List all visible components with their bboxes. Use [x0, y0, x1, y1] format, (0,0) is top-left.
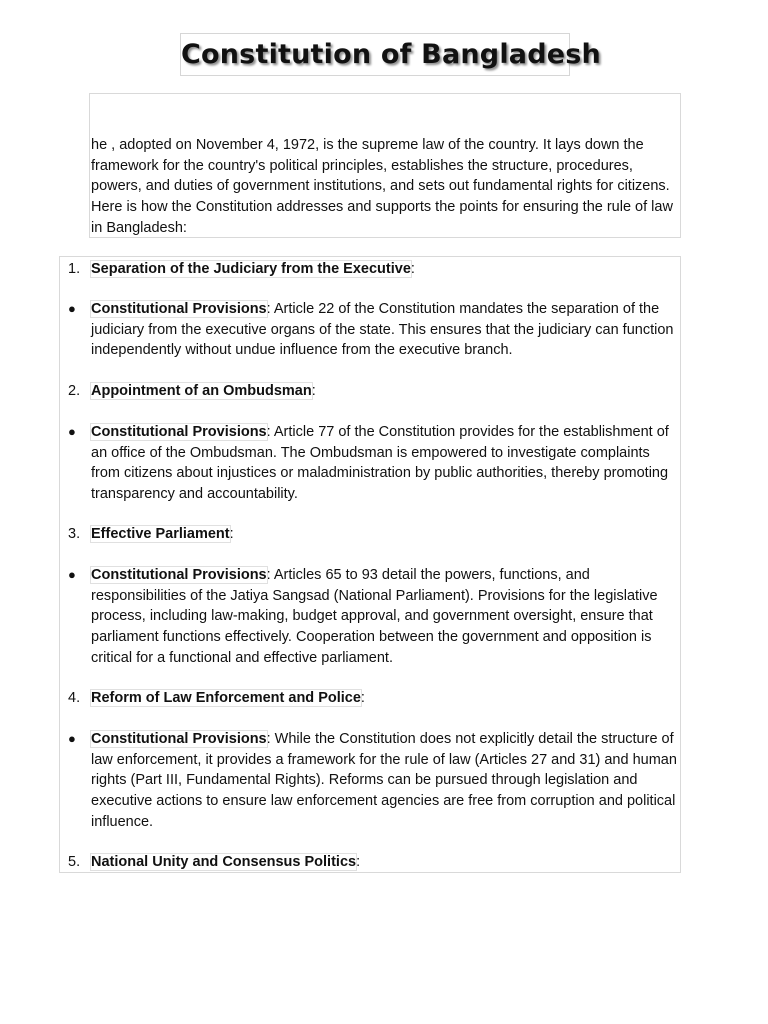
list-number: 5.	[68, 854, 81, 870]
item-heading: National Unity and Consensus Politics	[91, 854, 357, 870]
item-heading: Separation of the Judiciary from the Executive	[91, 261, 411, 277]
bullet-text: : Articles 65 to 93 detail the powers, functions, and responsibilities of the Jatiya Sangsad (National Parliament). Provisions for the legislative process, including law-making, budget approval, and government oversight, ensure that parliament functions effectively. Cooperation between the government and opposition is critical for a functional and effective parliament.	[91, 567, 658, 666]
list-number: 3.	[68, 526, 81, 542]
item-heading-suffix: :	[356, 854, 361, 870]
item-heading-suffix: :	[229, 526, 234, 542]
rule-of-law-list	[59, 256, 681, 873]
bullet-icon: ●	[68, 424, 76, 439]
title-box	[180, 33, 601, 76]
item-heading: Effective Parliament	[91, 526, 230, 542]
bullet-label: Constitutional Provisions	[91, 301, 267, 317]
document-title: Constitution of Bangladesh	[181, 39, 601, 70]
bullet-icon: ●	[68, 567, 76, 582]
bullet-text: : Article 22 of the Constitution mandates the separation of the judiciary from the executive organs of the state. This ensures that the judiciary can function independently without undue influence from the executive branch.	[91, 301, 674, 359]
bullet-icon: ●	[68, 301, 76, 316]
list-number: 1.	[68, 261, 81, 277]
item-heading: Appointment of an Ombudsman	[91, 383, 312, 399]
bullet-label: Constitutional Provisions	[91, 567, 267, 583]
list-number: 4.	[68, 690, 81, 706]
bullet-text: : While the Constitution does not explicitly detail the structure of law enforcement, it provides a framework for the rule of law (Articles 27 and 31) and human rights (Part III, Fundamental Rights). Reforms can be pursued through legislation and executive actions to ensure law enforcement agencies are free from corruption and political influence.	[91, 731, 677, 830]
bullet-text: : Article 77 of the Constitution provides for the establishment of an office of the Ombudsman. The Ombudsman is empowered to investigate complaints from citizens about injustices or maladministration by public authorities, thereby promoting transparency and accountability.	[91, 424, 669, 503]
bullet-icon: ●	[68, 731, 76, 746]
bullet-label: Constitutional Provisions	[91, 424, 267, 440]
intro-paragraph: he , adopted on November 4, 1972, is the supreme law of the country. It lays down the framework for the country's political principles, establishes the structure, procedures, powers, and duties of government institutions, and sets out fundamental rights for citizens. Here is how the Constitution addresses and supports the points for ensuring the rule of law in Bangladesh:	[91, 137, 673, 236]
item-heading-suffix: :	[410, 261, 415, 277]
item-heading-suffix: :	[311, 383, 316, 399]
bullet-label: Constitutional Provisions	[91, 731, 267, 747]
intro-box	[89, 93, 681, 238]
item-heading: Reform of Law Enforcement and Police	[91, 690, 361, 706]
item-heading-suffix: :	[360, 690, 365, 706]
list-number: 2.	[68, 383, 81, 399]
